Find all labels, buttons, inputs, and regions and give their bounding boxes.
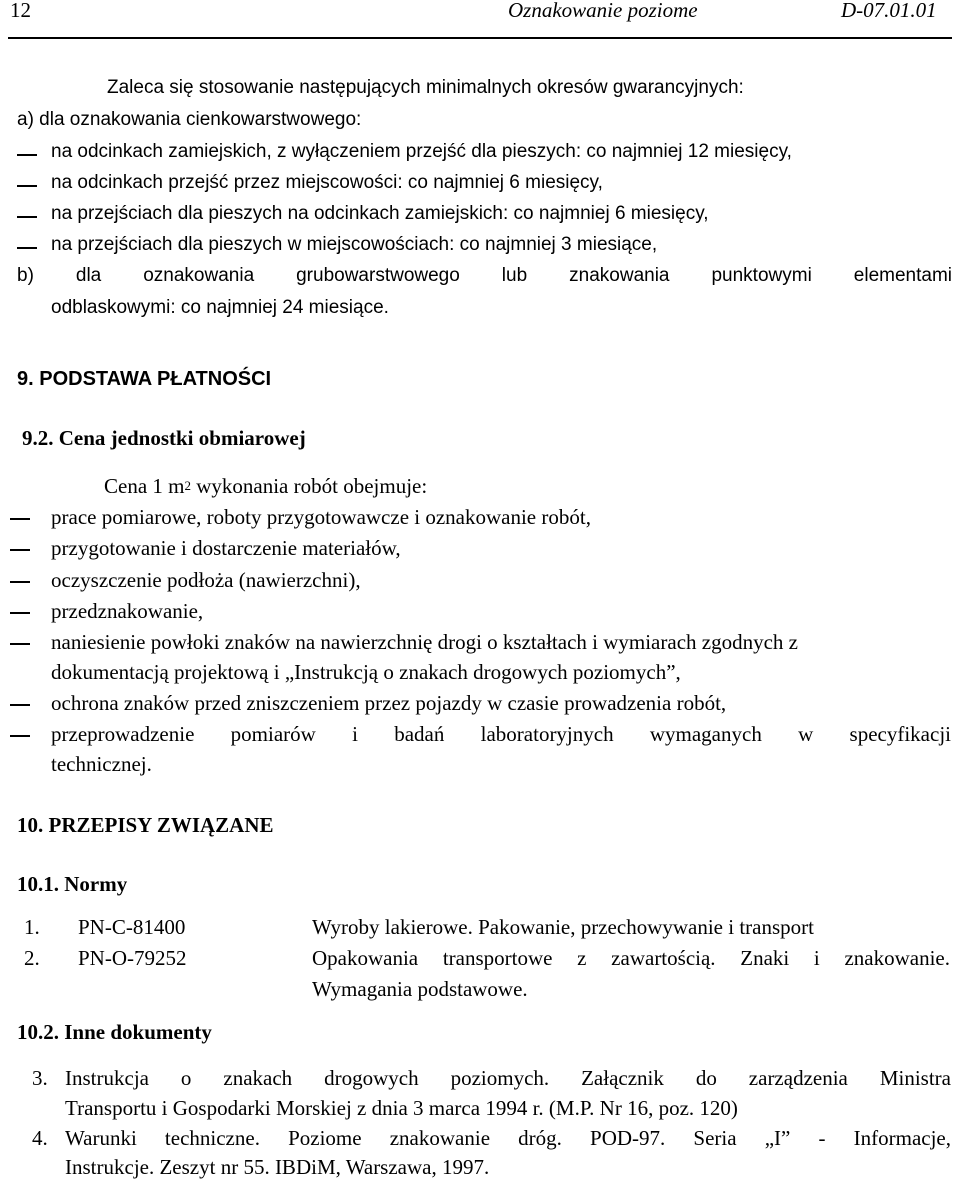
dash-bullet [10, 518, 30, 520]
dash-bullet [10, 612, 30, 614]
cost-item: przeprowadzenie pomiarów i badań laboratoryjnych wymaganych w specyfikacji [51, 722, 951, 746]
norm-number: 2. [24, 946, 40, 970]
guarantee-item: na przejściach dla pieszych w miejscowościach: co najmniej 3 miesiące, [51, 234, 658, 255]
section-9-intro: Cena 1 $m^2$ wykonania robót obejmuje: [104, 474, 428, 498]
item-b-cont: odblaskowymi: co najmniej 24 miesiące. [51, 297, 389, 318]
cost-item: naniesienie powłoki znaków na nawierzchnię drogi o kształtach i wymiarach zgodnych z [51, 630, 798, 654]
norm-number: 1. [24, 915, 40, 939]
norm-title: Wyroby lakierowe. Pakowanie, przechowywanie i transport [312, 915, 814, 939]
cost-item-cont: dokumentacją projektową i „Instrukcją o znakach drogowych poziomych”, [51, 660, 681, 684]
guarantee-intro: Zaleca się stosowanie następujących minimalnych okresów gwarancyjnych: [107, 77, 744, 98]
cost-item: prace pomiarowe, roboty przygotowawcze i oznakowanie robót, [51, 505, 591, 529]
doc-entry-cont: Instrukcje. Zeszyt nr 55. IBDiM, Warszawa, 1997. [65, 1155, 490, 1179]
item-b: b) dla oznakowania grubowarstwowego lub znakowania punktowymi elementami [17, 265, 952, 286]
doc-number: 4. [32, 1126, 48, 1150]
section-10-1-heading: 10.1. Normy [17, 872, 128, 896]
cost-item: ochrona znaków przed zniszczeniem przez pojazdy w czasie prowadzenia robót, [51, 691, 727, 715]
dash-bullet [10, 549, 30, 551]
dash-bullet [17, 154, 37, 156]
norm-title-cont: Wymagania podstawowe. [312, 977, 528, 1001]
cost-item: przedznakowanie, [51, 599, 204, 623]
cost-item: oczyszczenie podłoża (nawierzchni), [51, 568, 361, 592]
document-title: Oznakowanie poziome [508, 0, 698, 22]
dash-bullet [10, 581, 30, 583]
dash-bullet [10, 643, 30, 645]
dash-bullet [17, 216, 37, 218]
cost-item: przygotowanie i dostarczenie materiałów, [51, 536, 401, 560]
section-9-2-heading: 9.2. Cena jednostki obmiarowej [22, 426, 306, 450]
cost-item-cont: technicznej. [51, 752, 152, 776]
doc-number: 3. [32, 1066, 48, 1090]
dash-bullet [10, 704, 30, 706]
doc-entry: Instrukcja o znakach drogowych poziomych. Załącznik do zarządzenia Ministra [65, 1066, 951, 1090]
norm-code: PN-O-79252 [78, 946, 187, 970]
item-a: a) dla oznakowania cienkowarstwowego: [17, 109, 362, 130]
section-9-heading: 9. PODSTAWA PŁATNOŚCI [17, 368, 272, 390]
header-rule [8, 37, 952, 39]
dash-bullet [10, 735, 30, 737]
doc-entry-cont: Transportu i Gospodarki Morskiej z dnia 3 marca 1994 r. (M.P. Nr 16, poz. 120) [65, 1096, 738, 1120]
guarantee-item: na przejściach dla pieszych na odcinkach zamiejskich: co najmniej 6 miesięcy, [51, 203, 709, 224]
norm-code: PN-C-81400 [78, 915, 186, 939]
document-code: D-07.01.01 [841, 0, 937, 22]
guarantee-item: na odcinkach przejść przez miejscowości: co najmniej 6 miesięcy, [51, 172, 603, 193]
norm-title: Opakowania transportowe z zawartością. Znaki i znakowanie. [312, 946, 950, 970]
dash-bullet [17, 185, 37, 187]
section-10-heading: 10. PRZEPISY ZWIĄZANE [17, 813, 274, 837]
doc-entry: Warunki techniczne. Poziome znakowanie dróg. POD-97. Seria „I” - Informacje, [65, 1126, 951, 1150]
page-number: 12 [10, 0, 31, 22]
section-10-2-heading: 10.2. Inne dokumenty [17, 1020, 212, 1044]
guarantee-item: na odcinkach zamiejskich, z wyłączeniem przejść dla pieszych: co najmniej 12 miesięcy, [51, 141, 792, 162]
dash-bullet [17, 247, 37, 249]
